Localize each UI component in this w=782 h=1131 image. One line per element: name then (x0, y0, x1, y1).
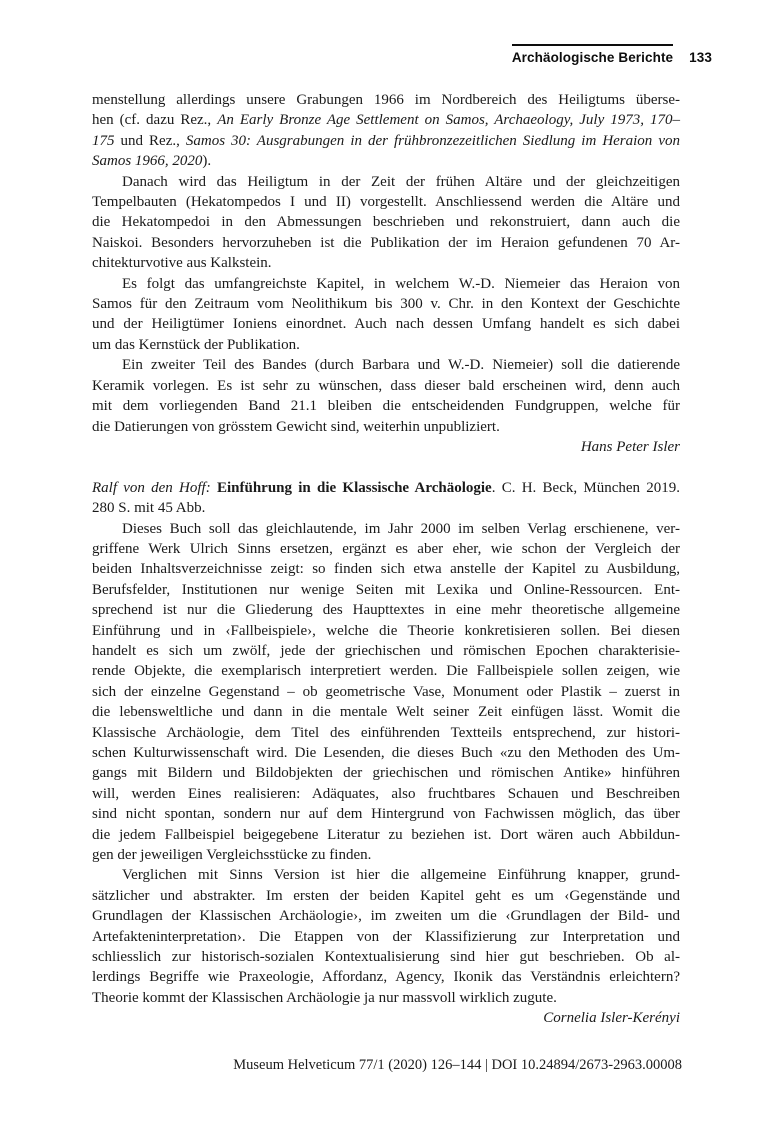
text-run: sätzlicher und abstrakter. Im ersten der beiden Kapitel geht es um ‹Gegenstände und (92, 887, 680, 904)
footer-citation: Museum Helveticum 77/1 (2020) 126–144 | DOI 10.24894/2673-2963.00008 (233, 1057, 682, 1073)
paragraph (92, 90, 680, 172)
text-line (92, 376, 680, 396)
text-line (92, 90, 680, 110)
text-run: Danach wird das Heiligtum in der Zeit der frühen Altäre und der gleichzeitigen (122, 173, 680, 190)
text-line (92, 763, 680, 783)
text-run: Theorie kommt der Klassischen Archäologie ja nur massvoll wirklich zugute. (92, 989, 557, 1006)
text-line (92, 967, 680, 987)
text-run: chitekturvotive aus Kalkstein. (92, 255, 272, 272)
text-run: Ralf von den Hoff: (92, 479, 211, 496)
text-run: 175 (92, 132, 115, 149)
text-line (92, 682, 680, 702)
text-line (92, 253, 680, 273)
text-line (92, 131, 680, 151)
text-run: Hans Peter Isler (580, 438, 680, 455)
text-run: ). (202, 153, 212, 170)
text-run: Samos 30: Ausgrabungen in der frühbronzezeitlichen Siedlung im Heraion von (185, 132, 680, 149)
paragraph (92, 274, 680, 356)
text-line (92, 110, 680, 130)
text-run: Naiskoi. Besonders hervorzuheben ist die Publikation der im Heraion gefundenen 70 Ar- (92, 234, 680, 251)
text-run: rende Objekte, die exemplarisch interpretiert werden. Die Fallbeispiele sollen zeigen, wie (92, 663, 680, 680)
text-run: An Early Bronze Age Settlement on Samos, Archaeology, July 1973, 170– (217, 112, 680, 129)
text-line (92, 396, 680, 416)
text-line (92, 580, 680, 600)
text-line (92, 437, 680, 457)
text-line (92, 335, 680, 355)
text-line (92, 641, 680, 661)
text-line (92, 845, 680, 865)
text-run: die jedem Fallbeispiel beigegebene Literatur zu beziehen ist. Dort wären auch Abbildun- (92, 826, 680, 843)
text-run: und der Heiligtümer Ioniens einordnet. Auch nach dessen Umfang handelt es sich dabei (92, 316, 680, 333)
reviewer-signature (92, 1008, 680, 1028)
text-line (92, 355, 680, 375)
text-run: beiden Inhaltsverzeichnisse zeigt: so finden sich etwa anstelle der Kapitel zu Ausbildung, (92, 561, 680, 578)
text-line (92, 804, 680, 824)
text-line (92, 274, 680, 294)
text-run: griffene Werk Ulrich Sinns ersetzen, ergänzt es aber eher, wie schon der Vergleich der (92, 540, 680, 557)
text-line (92, 559, 680, 579)
text-run: Berufsfelder, Institutionen nur wenige Seiten mit Lexika und Online-Ressourcen. Ent- (92, 581, 680, 598)
text-run: Grundlagen der Klassischen Archäologie›, im zweiten um die ‹Grundlagen der Bild- und (92, 908, 680, 925)
text-line (92, 294, 680, 314)
text-line (92, 212, 680, 232)
review-heading (92, 478, 680, 519)
paragraph (92, 172, 680, 274)
text-run: Klassische Archäologie, dem Titel des einführenden Textteils entsprechend, zur histori- (92, 724, 680, 741)
text-run: Cornelia Isler-Kerényi (543, 1010, 680, 1027)
text-line (92, 600, 680, 620)
paragraph (92, 865, 680, 1008)
paragraph (92, 519, 680, 866)
text-run: die lebensweltliche und dann in die mentale Welt seiner Zeit einfügen lässt. Womit die (92, 704, 680, 721)
text-run: die Hekatompedoi in den Abmessungen beschrieben und rekonstruiert, dann auch die (92, 214, 680, 231)
text-line (92, 906, 680, 926)
text-line (92, 314, 680, 334)
text-run: sind nicht spontan, sondern nur auf dem Hintergrund von Fachwissen möglich, das über (92, 806, 680, 823)
text-line (92, 825, 680, 845)
running-head-section-title: Archäologische Berichte (512, 44, 673, 65)
text-line (92, 192, 680, 212)
text-line (92, 172, 680, 192)
text-run: Einführung und in ‹Fallbeispiele›, welche die Theorie konkretisieren sollen. Bei diesen (92, 622, 680, 639)
text-run: sich der einzelne Gegenstand – ob geometrische Vase, Monument oder Plastik – zuerst in (92, 683, 680, 700)
text-run: sprechend ist nur die Gliederung des Haupttextes in eine mehr theoretische allgemeine (92, 602, 680, 619)
text-run: hen (cf. dazu Rez., (92, 112, 218, 129)
running-head (512, 44, 712, 65)
text-run: Tempelbauten (Hekatompedos I und II) vorgestellt. Anschliessend werden die Altäre und (92, 194, 680, 211)
text-run: will, werden Eines realisieren: Adäquates, also fruchtbares Schauen und Beschreiben (92, 785, 680, 802)
text-run: 280 S. mit 45 Abb. (92, 500, 206, 517)
text-run: Artefakteninterpretation›. Die Etappen von der Klassifizierung zur Interpretation und (92, 928, 680, 945)
text-line (92, 947, 680, 967)
text-run: die Datierungen von grösstem Gewicht sind, weiterhin unpubliziert. (92, 418, 500, 435)
text-line (92, 743, 680, 763)
text-run: gen der jeweiligen Vergleichsstücke zu finden. (92, 847, 372, 864)
text-line (92, 1008, 680, 1028)
text-run: mit dem vorliegenden Band 21.1 bleiben die entscheidenden Fundgruppen, welche für (92, 398, 680, 415)
text-run: Keramik vorlegen. Es ist sehr zu wünschen, dass dieser bald erscheinen wird, denn auch (92, 377, 680, 394)
text-run: handelt es sich um zwölf, jede der griechischen und römischen Epochen charakterisie- (92, 642, 680, 659)
text-line (92, 927, 680, 947)
text-run: schliesslich zur historisch-sozialen Kontextualisierung sind hier gut beschrieben. Ob al- (92, 949, 680, 966)
text-line (92, 886, 680, 906)
text-line (92, 621, 680, 641)
text-line (92, 702, 680, 722)
reviewer-signature (92, 437, 680, 457)
text-run: Dieses Buch soll das gleichlautende, im Jahr 2000 im selben Verlag erschienene, ver- (122, 520, 680, 537)
text-run: Es folgt das umfangreichste Kapitel, in welchem W.-D. Niemeier das Heraion von (122, 275, 680, 292)
text-run: lerdings Begriffe wie Praxeologie, Affordanz, Agency, Ikonik das Verständnis erleichtern? (92, 969, 680, 986)
text-line (92, 417, 680, 437)
text-line (92, 988, 680, 1008)
paragraph (92, 355, 680, 437)
text-line (92, 539, 680, 559)
page-number: 133 (689, 50, 712, 65)
text-run: . C. H. Beck, München 2019. (491, 479, 680, 496)
text-run: Einführung in die Klassische Archäologie (216, 479, 492, 496)
text-run: menstellung allerdings unsere Grabungen 1966 im Nordbereich des Heiligtums überse- (92, 92, 680, 108)
text-line (92, 723, 680, 743)
text-run: Verglichen mit Sinns Version ist hier die allgemeine Einführung knapper, grund- (122, 867, 680, 884)
text-run: Samos 1966, 2020 (92, 153, 203, 170)
text-run: schen Kulturwissenschaft wird. Die Lesenden, die dieses Buch «zu den Methoden des Um- (92, 744, 680, 761)
text-run: Ein zweiter Teil des Bandes (durch Barbara und W.-D. Niemeier) soll die datierende (122, 357, 680, 374)
text-line (92, 661, 680, 681)
text-run: gangs mit Bildern und Bildobjekten der griechischen und römischen Antike» hinführen (92, 765, 680, 782)
text-line (92, 519, 680, 539)
text-run: und Rez., (114, 132, 186, 149)
text-line (92, 784, 680, 804)
text-run: um das Kernstück der Publikation. (92, 336, 300, 353)
text-line (92, 151, 680, 171)
text-line (92, 478, 680, 498)
text-line (92, 498, 680, 518)
text-run: Samos für den Zeitraum vom Neolithikum bis 300 v. Chr. in den Kontext der Geschichte (92, 296, 680, 313)
text-column (92, 90, 680, 1029)
text-line (92, 865, 680, 885)
text-line (92, 233, 680, 253)
